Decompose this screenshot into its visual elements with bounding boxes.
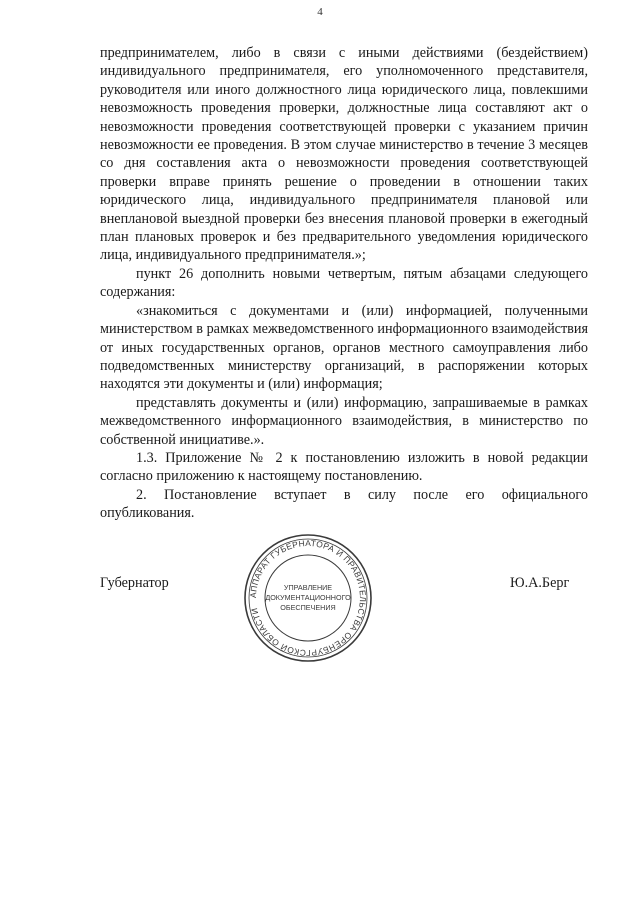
document-body (100, 44, 588, 523)
signature-position: Губернатор (100, 575, 169, 591)
seal-center-line-2: ДОКУМЕНТАЦИОННОГО (265, 593, 351, 602)
seal-center-line-3: ОБЕСПЕЧЕНИЯ (280, 603, 336, 612)
seal-ring-text: АППАРАТ ГУБЕРНАТОРА И ПРАВИТЕЛЬСТВА ОРЕНБУРГСКОЙ ОБЛАСТИ (247, 537, 369, 659)
paragraph-quote-1: «знакомиться с документами и (или) информацией, полученными министерством в рамках межведомственного информационного взаимодействия от иных государственных органов, органов местного самоуправления либо подведомственных министерству организаций, в распоряжении которых находятся эти документы и (или) информация; (100, 302, 588, 393)
page-number: 4 (317, 6, 323, 18)
signature-name: Ю.А.Берг (510, 575, 570, 591)
official-seal (242, 532, 374, 664)
paragraph-quote-2: представлять документы и (или) информацию, запрашиваемые в рамках межведомственного информационного взаимодействия, в министерство по собственной инициативе.». (100, 394, 588, 448)
paragraph-2: 2. Постановление вступает в силу после его официального опубликования. (100, 486, 588, 522)
seal-center-line-1: УПРАВЛЕНИЕ (283, 583, 333, 592)
paragraph-item-26: пункт 26 дополнить новыми четвертым, пятым абзацами следующего содержания: (100, 265, 588, 301)
paragraph-1-3: 1.3. Приложение № 2 к постановлению изложить в новой редакции согласно приложению к настоящему постановлению. (100, 449, 588, 485)
paragraph-continuation: предпринимателем, либо в связи с иными действиями (бездействием) индивидуального предпринимателя, его уполномоченного представителя, руководителя или иного должностного лица юридического лица, повлекшими невозможность проведения проверки, должностные лица составляют акт о невозможности проведения соответствующей проверки с указанием причин невозможности ее проведения. В этом случае министерство в течение 3 месяцев со дня составления акта о невозможности проведения соответствующей проверки вправе принять решение о проведении в отношении таких юридического лица, индивидуального предпринимателя плановой или внеплановой выездной проверки без внесения плановой проверки в ежегодный план плановых проверок и без предварительного уведомления юридического лица, индивидуального предпринимателя.»; (100, 45, 588, 264)
